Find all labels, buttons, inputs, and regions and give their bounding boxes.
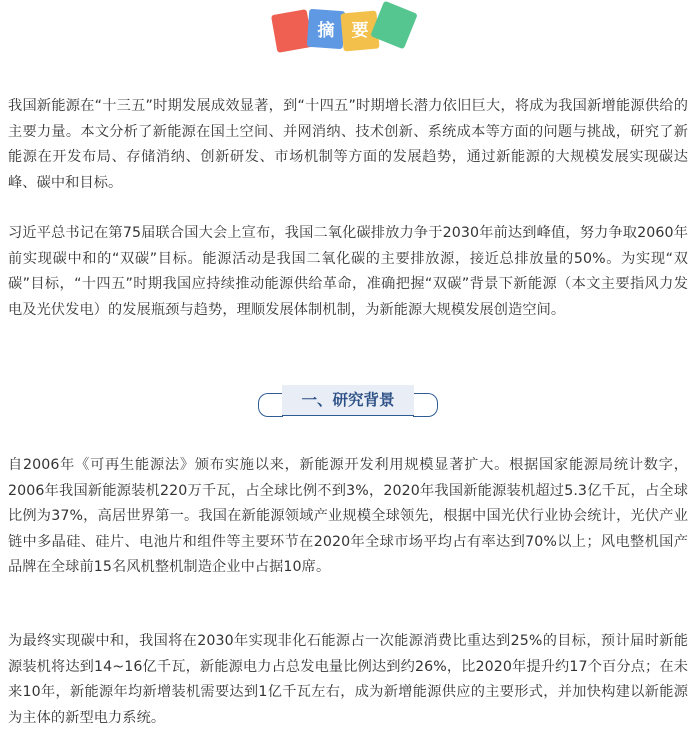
badge-char-1: 摘 xyxy=(317,21,335,41)
intro-paragraph: 习近平总书记在第75届联合国大会上宣布，我国二氧化碳排放力争于2030年前达到峰值，努力争取2060年前实现碳中和的“双碳”目标。能源活动是我国二氧化碳的主要排放源，接近总排放量的50%。为实现“双碳”目标，“十四五”时期我国应持续推动能源供给革命，准确把握“双碳”背景下新能源（本文主要指风力发电及光伏发电）的发展瓶颈与趋势，理顺发展体制机制，为新能源大规模发展创造空间。 xyxy=(8,225,688,318)
background-paragraph-1: 自2006年《可再生能源法》颁布实施以来，新能源开发利用规模显著扩大。根据国家能源局统计数字，2006年我国新能源装机220万千瓦，占全球比例不到3%，2020年我国新能源装机超过5.3亿千瓦，占全球比例为37%，高居世界第一。我国在新能源领域产业规模全球领先，根据中国光伏行业协会统计，光伏产业链中多晶硅、硅片、电池片和组件等主要环节在2020年全球市场平均占有率达到70%以上；风电整机国产品牌在全球前15名风机整机制造企业中占据10席。 xyxy=(8,457,688,575)
heading-bracket-left xyxy=(258,393,283,417)
badge-char-2: 要 xyxy=(351,21,369,41)
heading-bracket-right xyxy=(413,393,438,417)
abstract-paragraph: 我国新能源在“十三五”时期发展成效显著，到“十四五”时期增长潜力依旧巨大，将成为我国新增能源供给的主要力量。本文分析了新能源在国土空间、并网消纳、技术创新、系统成本等方面的问题与挑战，研究了新能源在开发布局、存储消纳、创新研发、市场机制等方面的发展趋势，通过新能源的大规模发展实现碳达峰、碳中和目标。 xyxy=(8,98,688,191)
abstract-badge xyxy=(260,0,440,60)
section-title: 一、研究背景 xyxy=(282,385,414,416)
badge-tile-red xyxy=(271,9,313,53)
background-paragraph-2: 为最终实现碳中和，我国将在2030年实现非化石能源占一次能源消费比重达到25%的目标，预计届时新能源装机将达到14~16亿千瓦，新能源电力占总发电量比例达到约26%，比2020年提升约17个百分点；在未来10年，新能源年均新增装机需要达到1亿千瓦左右，成为新增能源供应的主要形式，并加快构建以新能源为主体的新型电力系统。 xyxy=(8,633,688,726)
section-heading xyxy=(258,381,438,421)
